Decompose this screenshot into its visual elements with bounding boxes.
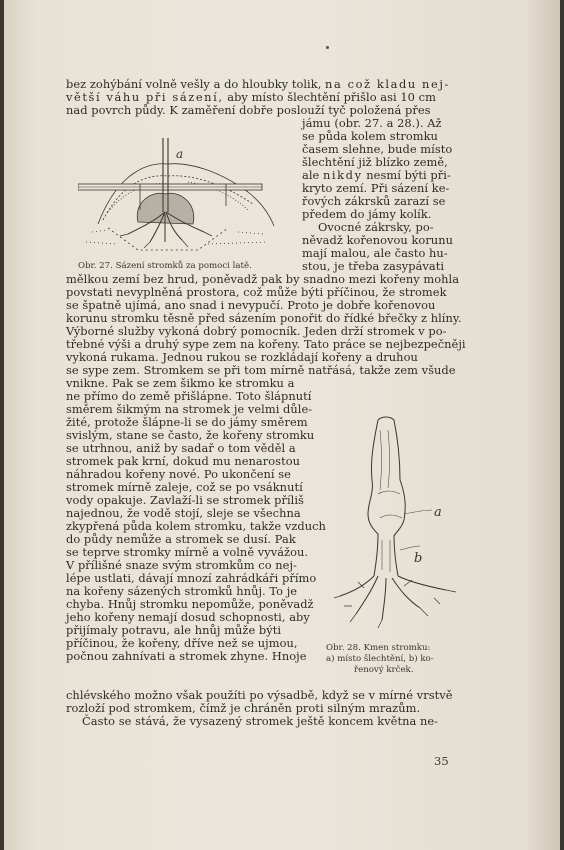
line-text: směrem šikmým na stromek je velmi důle- [66,402,313,416]
line-text: mělkou zemí bez hrud, poněvadž pak by snadno mezi kořeny mohla [66,272,460,286]
line-text: nad povrch půdy. K zaměření dobře poslouží tyč položená přes [66,103,431,117]
line-text: chlévského možno však použíti po výsadbě, když se v mírné vrstvě [66,688,453,702]
line-text: přijímaly potravu, ale hnůj může býti [66,623,282,637]
line-text: příčinou, že kořeny, dříve než se ujmou, [66,636,298,650]
spaced-emphasis: větší váhu při sázení, [66,90,224,104]
line-text: ne přímo do země přišlápne. Toto šlápnutí [66,389,312,403]
line-text: mají malou, ale často hu- [302,246,448,260]
line-text: V přílišné snaze svým stromkům co nej- [66,558,297,572]
line-text: se špatně ujímá, ano snad i nevypučí. Proto je dobře kořenovou [66,298,436,312]
ink-dot [326,46,329,49]
line-text: náhradou kořeny nové. Po ukončení se [66,467,291,481]
line-text: Výborné služby vykoná dobrý pomocník. Jeden drží stromek v po- [66,324,447,338]
line-text: žité, protože šlápne-li se do jámy směrem [66,415,308,429]
line-text: Často se stává, že vysazený stromek ještě koncem května ne- [82,714,439,728]
line-text: vody opakuje. Zavlaží-li se stromek příliš [66,493,304,507]
line-text: předem do jámy kolík. [302,207,432,221]
figure-27-caption: Obr. 27. Sázení stromků za pomoci latě. [78,261,252,271]
line-text: korunu stromku těsně před sázením ponořit do řídké břečky z hlíny. [66,311,462,325]
line-text: rozloží pod stromkem, čímž je chráněn proti silným mrazům. [66,701,421,715]
line-text: stromek pak krní, dokud mu nenarostou [66,454,300,468]
line-text: ale [302,168,323,182]
figure-28-label-a: a [434,505,442,520]
line-text: jámu (obr. 27. a 28.). Až [302,116,442,130]
line-text: řových zákrsků zarazí se [302,194,446,208]
line-text: najednou, že vodě stojí, sleje se všechna [66,506,301,520]
figure-27-label-a: a [176,147,184,161]
line-text: se teprve stromky mírně a volně vyvážou. [66,545,309,559]
line-text: vykoná rukama. Jednou rukou se rozkládají kořeny a druhou [66,350,418,364]
line-text: stou, je třeba zasypávati [302,259,445,273]
line-text: stromek mírně zaleje, což se po vsáknutí [66,480,303,494]
figure-28-caption-line-1: Obr. 28. Kmen stromku: [326,643,431,653]
line-text: nesmí býti při- [362,168,451,182]
line-text: Ovocné zákrsky, po- [318,220,434,234]
body-line [82,715,438,728]
page-number: 35 [434,754,449,768]
line-text: šlechtění již blízko země, [302,155,448,169]
figure-28-label-b: b [414,551,423,566]
spaced-emphasis: nikdy [323,168,363,182]
line-text: na kořeny sázených stromků hnůj. To je [66,584,298,598]
line-text: se sype zem. Stromkem se při tom mírně natřásá, takže zem všude [66,363,456,377]
line-text: počnou zahnívati a stromek zhyne. Hnoje [66,649,307,663]
line-text: svislým, stane se často, že kořeny stromku [66,428,315,442]
body-line [66,650,307,663]
line-text: se utrhnou, aniž by sadař o tom věděl a [66,441,296,455]
book-page [4,0,560,850]
line-text: do půdy nemůže a stromek se dusí. Pak [66,532,296,546]
line-text: chyba. Hnůj stromku nepomůže, poněvadž [66,597,314,611]
line-text: časem slehne, bude místo [302,142,453,156]
spaced-emphasis: na což kladu nej- [325,77,450,91]
line-text: vnikne. Pak se zem šikmo ke stromku a [66,376,295,390]
line-text: třebné výši a druhý sype zem na kořeny. Tato práce se nejbezpečněji [66,337,466,351]
line-text: lépe ustlati, dávají mnozí zahrádkáři přímo [66,571,317,585]
line-text: zkypřená půda kolem stromku, takže vzduch [66,519,326,533]
figure-28-caption-line-3: řenový krček. [354,665,414,675]
figure-27-illustration [78,132,278,254]
line-text: aby místo šlechtění přišlo asi 10 cm [223,90,436,104]
figure-28-illustration [334,410,464,635]
line-text: bez zohýbání volně vešly a do hloubky tolik, [66,77,326,91]
figure-28-caption-line-2: a) místo šlechtění, b) ko- [326,654,434,664]
line-text: povstati nevyplněná prostora, což může býti příčinou, že stromek [66,285,447,299]
line-text: se půda kolem stromku [302,129,438,143]
line-text: kryto zemí. Při sázení ke- [302,181,450,195]
line-text: něvadž kořenovou korunu [302,233,453,247]
line-text: jeho kořeny nemají dosud schopnosti, aby [66,610,310,624]
